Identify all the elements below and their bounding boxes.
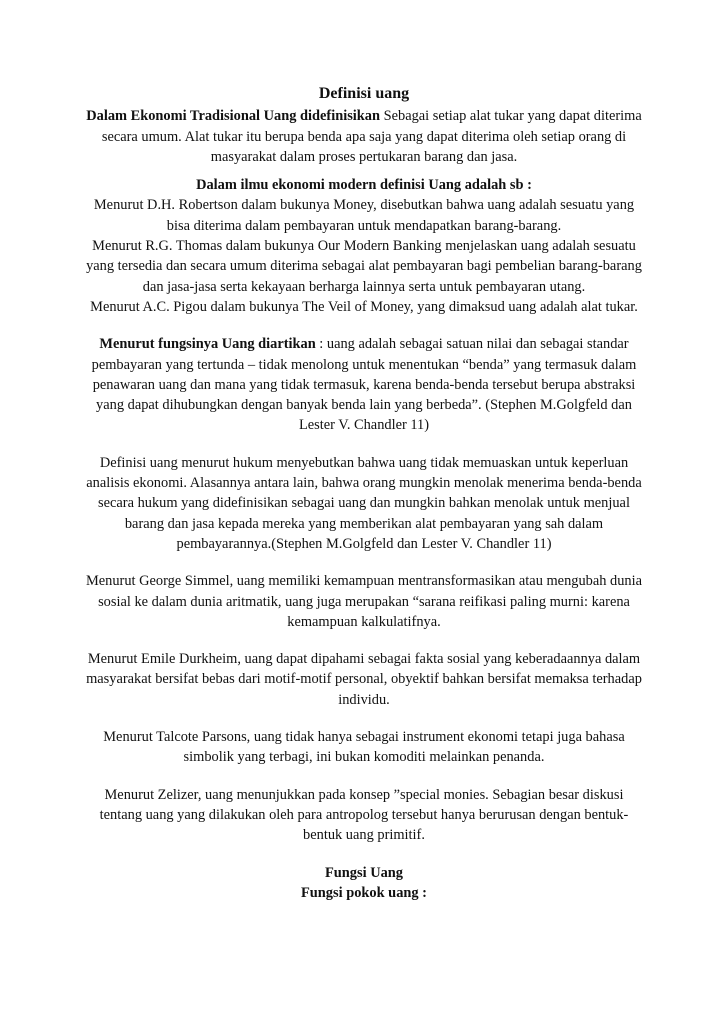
paragraph-hukum: Definisi uang menurut hukum menyebutkan bahwa uang tidak memuaskan untuk keperluan analisis ekonomi. Alasannya antara lain, bahwa orang mungkin menolak menerima benda-benda secara hukum yang didefinisikan sebagai uang dan mungkin bahkan menolak untuk menjual barang dan jasa kepada mereka yang memberikan alat pembayaran yang sah dalam pembayarannya.(Stephen M.Golgfeld dan Lester V. Chandler 11): [86, 454, 642, 552]
spacer: [84, 632, 644, 649]
paragraph-fungsi: [84, 334, 644, 435]
spacer: [84, 768, 644, 785]
paragraph-lead: Menurut fungsinya Uang diartikan: [99, 336, 316, 353]
spacer: [84, 710, 644, 727]
spacer: [84, 554, 644, 571]
paragraph-lead: Dalam Ekonomi Tradisional Uang didefinisikan: [86, 108, 381, 125]
paragraph-simmel: Menurut George Simmel, uang memiliki kemampuan mentransformasikan atau mengubah dunia sosial ke dalam dunia aritmatik, uang juga merupakan “sarana reifikasi paling murni: karena kemampuan kalkulatifnya.: [85, 573, 643, 630]
paragraph-durkheim: Menurut Emile Durkheim, uang dapat dipahami sebagai fakta sosial yang keberadaannya dalam masyarakat bersifat bebas dari motif-motif personal, obyektif bahkan bersifat memaksa terhadap individu.: [86, 651, 642, 708]
paragraph-robertson: Menurut D.H. Robertson dalam bukunya Money, disebutkan bahwa uang adalah sesuatu yang bisa diterima dalam pembayaran untuk mendapatkan barang-barang.: [93, 197, 635, 234]
spacer: [84, 167, 644, 175]
paragraph-body: : uang adalah sebagai satuan nilai dan sebagai standar pembayaran yang tertunda – tidak menolong untuk menentukan “benda” yang termasuk dalam penawaran uang dan mana yang tidak termasuk, karena benda-benda tersebut berupa abstraksi yang dapat dihubungkan dengan banyak benda lain yang berbeda”. (Stephen M.Golgfeld dan Lester V. Chandler 11): [91, 336, 637, 434]
section-heading-fungsi-uang: Fungsi Uang: [325, 864, 403, 881]
paragraph-zelizer: Menurut Zelizer, uang menunjukkan pada konsep ”special monies. Sebagian besar diskusi tentang uang yang dilakukan oleh para antropolog tersebut hanya berurusan dengan bentuk-bentuk uang primitif.: [99, 786, 629, 844]
paragraph-tradisional: [84, 106, 644, 167]
paragraph-thomas: Menurut R.G. Thomas dalam bukunya Our Modern Banking menjelaskan uang adalah sesuatu yang tersedia dan secara umum diterima sebagai alat pembayaran bagi pembelian barang-barang dan jasa-jasa serta kekayaan berharga lainnya serta untuk pembayaran utang.: [86, 238, 642, 295]
spacer: [84, 846, 644, 863]
page-title: Definisi uang: [318, 85, 410, 102]
section-heading-fungsi-pokok: Fungsi pokok uang :: [301, 884, 427, 901]
spacer: [84, 436, 644, 453]
spacer: [84, 317, 644, 334]
section-heading-modern: Dalam ilmu ekonomi modern definisi Uang adalah sb :: [196, 177, 532, 194]
paragraph-body: Sebagai setiap alat tukar yang dapat diterima secara umum. Alat tukar itu berupa benda apa saja yang dapat diterima oleh setiap orang di masyarakat dalam proses pertukaran barang dan jasa.: [101, 108, 642, 165]
paragraph-parsons: Menurut Talcote Parsons, uang tidak hanya sebagai instrument ekonomi tetapi juga bahasa simbolik yang terbagi, ini bukan komoditi melainkan penanda.: [103, 729, 625, 766]
paragraph-pigou: Menurut A.C. Pigou dalam bukunya The Veil of Money, yang dimaksud uang adalah alat tukar.: [90, 298, 638, 315]
document-page: [84, 84, 644, 903]
